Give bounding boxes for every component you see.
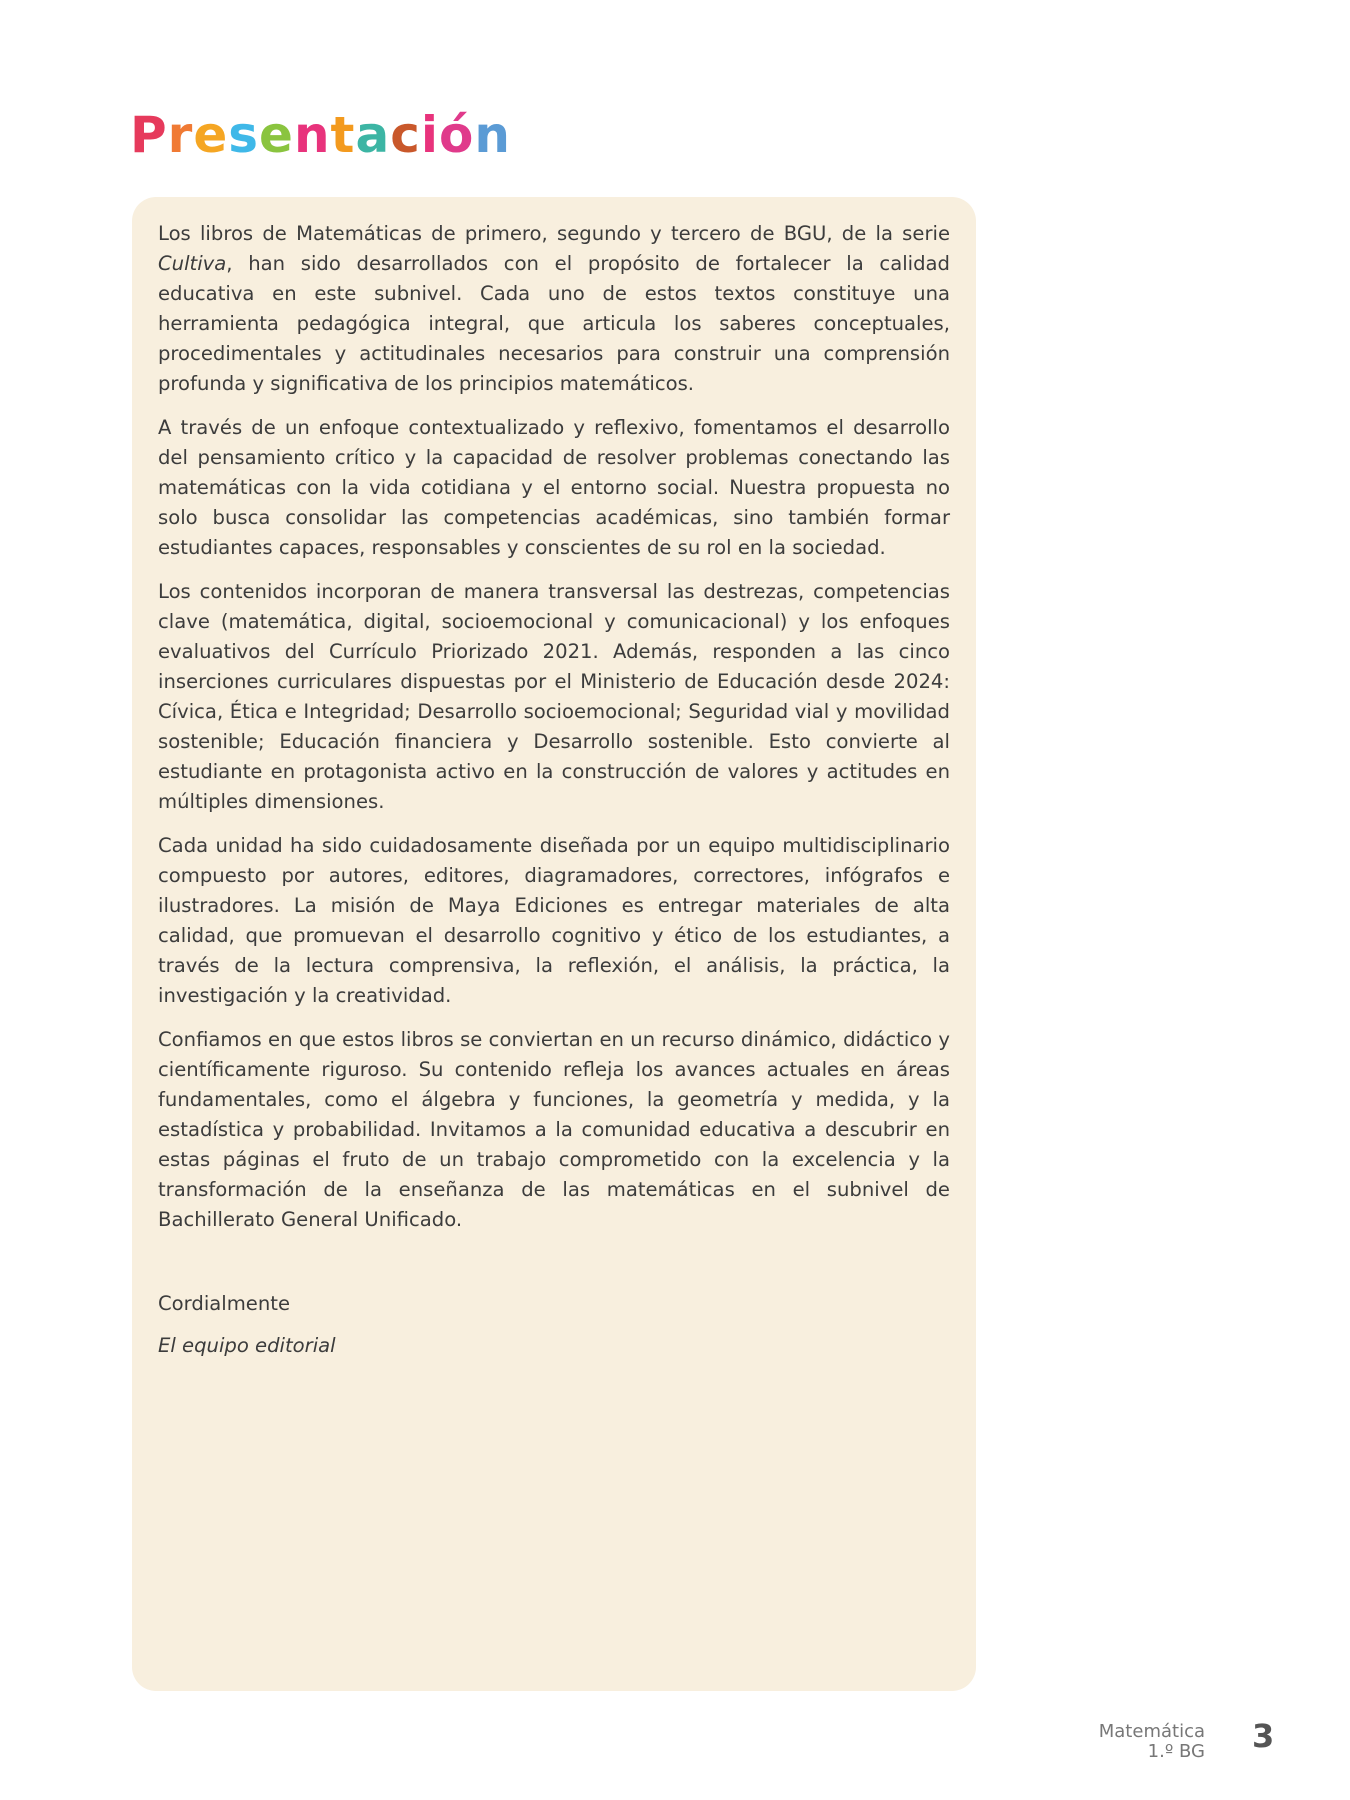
paragraph-1 (158, 219, 950, 399)
footer-subject: Matemática (1098, 1721, 1205, 1742)
paragraph-3: Los contenidos incorporan de manera transversal las destrezas, competencias clave (matemática, digital, socioemocional y comunicacional) y los enfoques evaluativos del Currículo Priorizado 2021. Además, responden a las cinco inserciones curriculares dispuestas por el Ministerio de Educación desde 2024: Cívica, Ética e Integridad; Desarrollo socioemocional; Seguridad vial y movilidad sostenible; Educación financiera y Desarrollo sostenible. Esto convierte al estudiante en protagonista activo en la construcción de valores y actitudes en múltiples dimensiones. (158, 580, 950, 813)
title-letter: a (355, 106, 391, 164)
page-number: 3 (1252, 1717, 1275, 1755)
title-letter: s (228, 106, 260, 164)
page-title (130, 100, 511, 170)
title-letter: i (420, 106, 439, 164)
title-letter: ó (438, 106, 475, 164)
paragraph-4: Cada unidad ha sido cuidadosamente diseñada por un equipo multidisciplinario compuesto por autores, editores, diagramadores, correctores, infógrafos e ilustradores. La misión de Maya Ediciones es entregar materiales de alta calidad, que promuevan el desarrollo cognitivo y ético de los estudiantes, a través de la lectura comprensiva, la reflexión, el análisis, la práctica, la investigación y la creatividad. (158, 834, 950, 1007)
title-letter: c (390, 106, 421, 164)
title-letter: r (167, 106, 194, 164)
footer-grade: 1.º BG (1147, 1741, 1205, 1762)
paragraph-2: A través de un enfoque contextualizado y reflexivo, fomentamos el desarrollo del pensamiento crítico y la capacidad de resolver problemas conectando las matemáticas con la vida cotidiana y el entorno social. Nuestra propuesta no solo busca consolidar las competencias académicas, sino también formar estudiantes capaces, responsables y conscientes de su rol en la sociedad. (158, 416, 950, 559)
title-letter: P (130, 106, 168, 164)
title-letter: n (293, 106, 331, 164)
page-footer (1099, 1722, 1205, 1762)
paragraph-5: Confiamos en que estos libros se conviertan en un recurso dinámico, didáctico y científicamente riguroso. Su contenido refleja los avances actuales en áreas fundamentales, como el álgebra y funciones, la geometría y medida, y la estadística y probabilidad. Invitamos a la comunidad educativa a descubrir en estas páginas el fruto de un trabajo comprometido con la excelencia y la transformación de la enseñanza de las matemáticas en el subnivel de Bachillerato General Unificado. (158, 1028, 950, 1231)
closing-salutation: Cordialmente (158, 1292, 291, 1315)
title-letter: e (193, 106, 229, 164)
title-letter: e (259, 106, 294, 164)
paragraph-1-start: Los libros de Matemáticas de primero, segundo y tercero de BGU, de la serie (158, 222, 950, 245)
signature: El equipo editorial (158, 1334, 336, 1357)
text-panel (132, 197, 976, 1691)
paragraph-1-rest: , han sido desarrollados con el propósito de fortalecer la calidad educativa en este subnivel. Cada uno de estos textos constituye una herramienta pedagógica integral, que articula los saberes conceptuales, procedimentales y actitudinales necesarios para construir una comprensión profunda y significativa de los principios matemáticos. (158, 252, 950, 395)
series-name: Cultiva (158, 252, 227, 275)
title-letter: n (474, 106, 511, 164)
title-letter: t (330, 106, 356, 164)
